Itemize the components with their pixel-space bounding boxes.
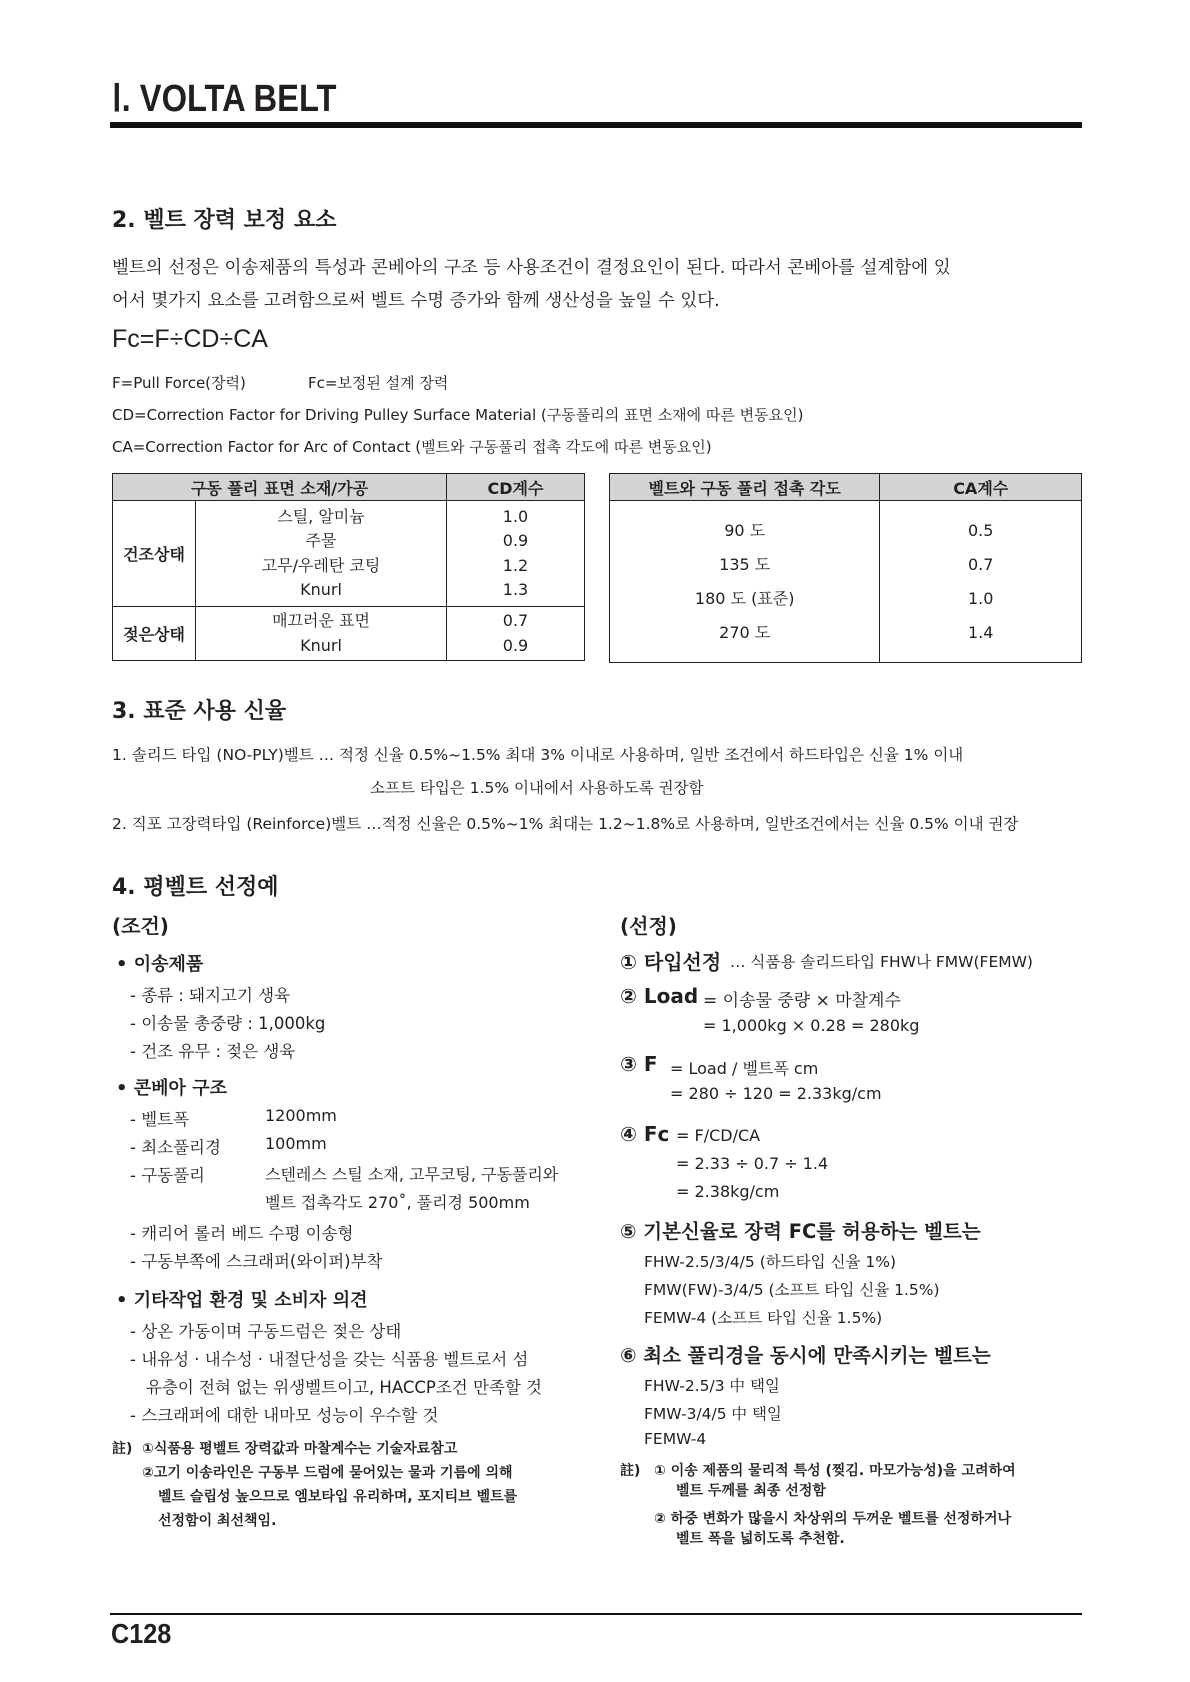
selection-note-1: ① 이송 제품의 물리적 특성 (찢김. 마모가능성)을 고려하여 [654,1463,1016,1479]
conveyor-extra: - 구동부쪽에 스크래퍼(와이퍼)부착 [130,1252,383,1271]
step1-text: … 식품용 솔리드타입 FHW나 FMW(FEMW) [730,953,1033,971]
conveyor-extra: - 캐리어 롤러 베드 수평 이송형 [130,1224,354,1243]
step4-line1: = F/CD/CA [676,1126,761,1145]
cd-dry-material: 고무/우레탄 코팅 [261,555,381,575]
other-item: - 내유성 · 내수성 · 내절단성을 갖는 식품용 벨트로서 섬 [130,1350,529,1369]
cd-dry-label: 건조상태 [113,501,196,607]
ca-angle: 180 도 (표준) [694,588,795,608]
cd-dry-value: 1.3 [502,580,529,599]
step4-line3: = 2.38kg/cm [676,1182,780,1201]
ca-value: 1.4 [967,622,994,642]
other-item: - 상온 가동이며 구동드럼은 젖은 상태 [130,1322,402,1341]
step2-title: ② Load [620,984,699,1008]
step6-title: ⑥ 최소 풀리경을 동시에 만족시키는 벨트는 [620,1344,991,1367]
ca-angle: 90 도 [724,520,766,540]
cd-dry-value: 1.0 [502,506,529,526]
cd-dry-material: Knurl [300,580,342,599]
section-3-item1-line1: 1. 솔리드 타입 (NO-PLY)벨트 … 적정 신율 0.5%~1.5% 최대 3% 이내로 사용하며, 일반 조건에서 하드타입은 신율 1% 이내 [112,746,964,764]
step1-title: ① 타입선정 [620,950,722,974]
cd-dry-material: 스틸, 알미늄 [277,506,365,526]
conveyor-label: - 구동풀리 [130,1166,205,1185]
conveyor-label: - 벨트폭 [130,1110,190,1129]
ca-header-value: CA계수 [880,474,1082,501]
step3-line2: = 280 ÷ 120 = 2.33kg/cm [670,1084,882,1103]
selection-heading: (선정) [620,914,677,938]
other-item: - 스크래퍼에 대한 내마모 성능이 우수할 것 [130,1406,439,1425]
cd-wet-material: Knurl [300,635,342,655]
ca-value: 0.5 [967,520,994,540]
cd-header-value: CD계수 [447,474,585,501]
step3-line1: = Load / 벨트폭 cm [670,1059,819,1078]
def-fc: Fc=보정된 설계 장력 [308,374,449,392]
step4-line2: = 2.33 ÷ 0.7 ÷ 1.4 [676,1154,829,1173]
chapter-title: Ⅰ. VOLTA BELT [112,78,337,120]
conveyor-value: 스텐레스 스틸 소재, 고무코팅, 구동풀리와 [265,1165,559,1184]
cd-dry-value: 1.2 [502,555,529,575]
step6-item: FMW-3/4/5 中 택일 [644,1405,782,1423]
cd-wet-value: 0.7 [502,611,529,630]
step6-item: FHW-2.5/3 中 택일 [644,1377,780,1395]
section-2-para-line2: 어서 몇가지 요소를 고려함으로써 벨트 수명 증가와 함께 생산성을 높일 수 있다. [112,291,720,311]
step5-title: ⑤ 기본신율로 장력 FC를 허용하는 벨트는 [620,1220,981,1243]
conveyor-value: 1200mm [265,1106,337,1125]
cd-dry-value: 0.9 [502,531,529,550]
step3-title: ③ F [620,1052,658,1076]
section-2-para-line1: 벨트의 선정은 이송제품의 특성과 콘베아의 구조 등 사용조건이 결정요인이 된다. 따라서 콘베아를 설계함에 있 [112,258,951,278]
product-item: - 이송물 총중량 : 1,000kg [130,1014,326,1033]
conditions-note-2: 선정함이 최선책임. [158,1513,277,1529]
cd-wet-material: 매끄러운 표면 [272,611,370,630]
header-rule [110,122,1082,128]
conditions-note-2: 벨트 슬립성 높으므로 엠보타입 유리하며, 포지티브 벨트를 [158,1489,518,1505]
product-title: • 이송제품 [116,954,204,975]
step6-item: FEMW-4 [644,1430,707,1448]
def-f: F=Pull Force(장력) [112,374,246,392]
cd-wet-label: 젖은상태 [113,607,196,661]
ca-table [609,473,1082,663]
conveyor-value: 100mm [265,1134,327,1153]
ca-angle: 270 도 [719,622,771,642]
section-4-title: 4. 평벨트 선정예 [112,875,279,900]
conveyor-title: • 콘베아 구조 [116,1078,227,1099]
section-3-item2: 2. 직포 고장력타입 (Reinforce)벨트 …적정 신율은 0.5%~1% 최대는 1.2~1.8%로 사용하며, 일반조건에서는 신율 0.5% 이내 권장 [112,815,1019,833]
cd-wet-value: 0.9 [502,635,529,655]
selection-note-1: 벨트 두께를 최종 선정함 [676,1483,826,1499]
step4-title: ④ Fc [620,1122,670,1146]
conveyor-label: - 최소풀리경 [130,1138,221,1157]
conditions-note-mark: 註) [112,1441,133,1457]
ca-header-angle: 벨트와 구동 풀리 접촉 각도 [610,474,880,501]
step2-line2: = 1,000kg × 0.28 = 280kg [703,1016,920,1035]
cd-header-material: 구동 풀리 표면 소재/가공 [113,474,447,501]
product-item: - 건조 유무 : 젖은 생육 [130,1042,296,1061]
ca-angle: 135 도 [719,554,771,574]
section-3-title: 3. 표준 사용 신율 [112,699,287,724]
ca-value: 1.0 [967,588,994,608]
section-2-title: 2. 벨트 장력 보정 요소 [112,208,337,233]
conditions-note-1: ①식품용 평벨트 장력값과 마찰계수는 기술자료참고 [142,1441,458,1457]
formula: Fc=F÷CD÷CA [112,325,268,353]
selection-note-2: ② 하중 변화가 많을시 차상위의 두꺼운 벨트를 선정하거나 [654,1511,1012,1527]
page-number: C128 [111,1618,172,1649]
selection-note-mark: 註) [620,1463,641,1479]
step2-line1: = 이송물 중량 × 마찰계수 [703,991,901,1011]
conditions-note-2: ②고기 이송라인은 구동부 드럼에 묻어있는 물과 기름에 의해 [142,1465,513,1481]
def-cd: CD=Correction Factor for Driving Pulley Surface Material (구동풀리의 표면 소재에 따른 변동요인) [112,406,804,424]
other-title: • 기타작업 환경 및 소비자 의견 [116,1290,368,1311]
step5-item: FHW-2.5/3/4/5 (하드타입 신율 1%) [644,1253,897,1271]
cd-dry-material: 주물 [305,531,337,550]
other-item: 유층이 전혀 없는 위생벨트이고, HACCP조건 만족할 것 [146,1378,542,1397]
footer-rule [110,1613,1082,1615]
step5-item: FMW(FW)-3/4/5 (소프트 타입 신율 1.5%) [644,1281,940,1299]
def-ca: CA=Correction Factor for Arc of Contact (벨트와 구동풀리 접촉 각도에 따른 변동요인) [112,438,712,456]
conveyor-value-cont: 벨트 접촉각도 270˚, 풀리경 500mm [265,1193,530,1212]
section-3-item1-line2: 소프트 타입은 1.5% 이내에서 사용하도록 권장함 [370,779,704,797]
cd-table [112,473,585,661]
conditions-heading: (조건) [112,914,169,938]
selection-note-2: 벨트 폭을 넓히도록 추천함. [676,1531,845,1547]
ca-value: 0.7 [967,554,994,574]
step5-item: FEMW-4 (소프트 타입 신율 1.5%) [644,1309,883,1327]
product-item: - 종류 : 돼지고기 생육 [130,986,291,1005]
